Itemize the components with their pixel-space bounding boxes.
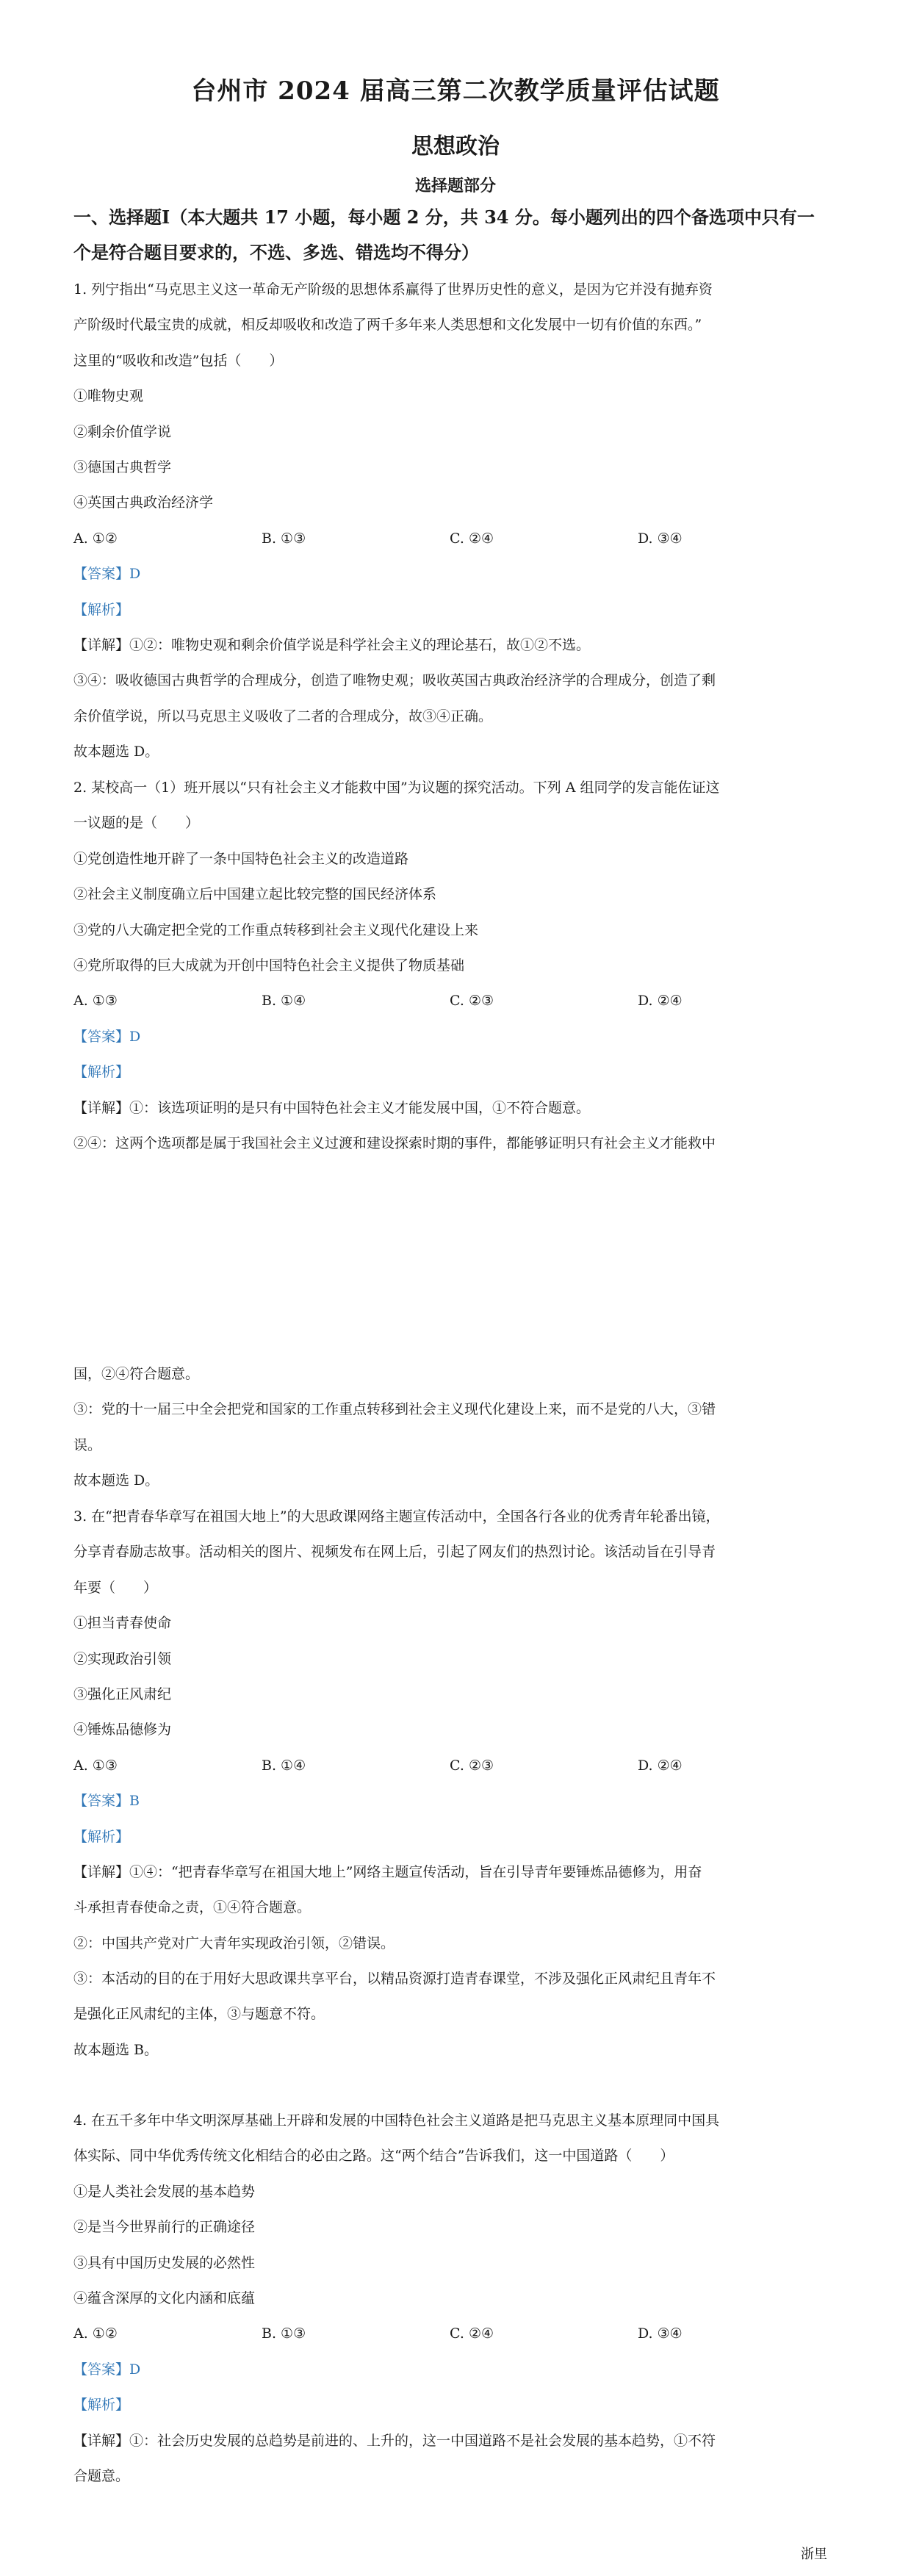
statement-item: ③具有中国历史发展的必然性: [73, 2254, 256, 2271]
analysis-label: 【解析】: [73, 601, 130, 618]
question-2: [73, 770, 838, 1161]
statement-item: ④英国古典政治经济学: [73, 494, 214, 511]
answer-options: [73, 2316, 838, 2351]
section-heading-line: 一、选择题Ⅰ（本大题共 17 小题，每小题 2 分，共 34 分。每小题列出的四个备选项中只有一: [73, 206, 815, 228]
answer-label: 【答案】D: [73, 2361, 141, 2378]
part-title: 选择题部分: [414, 176, 496, 195]
question-stem: 产阶级时代最宝贵的成就，相反却吸收和改造了两千多年来人类思想和文化发展中一切有价值的东西。”: [73, 317, 702, 334]
option-c: C. ②④: [450, 2325, 494, 2342]
option-a: A. ①③: [73, 1757, 118, 1774]
option-d: D. ③④: [638, 530, 683, 547]
question-stem: 4. 在五千多年中华文明深厚基础上开辟和发展的中国特色社会主义道路是把马克思主义基本原理同中国具: [73, 2112, 720, 2129]
option-a: A. ①②: [73, 530, 118, 547]
statement-item: ①唯物史观: [73, 388, 144, 405]
statement-item: ②实现政治引领: [73, 1650, 172, 1667]
answer-label: 【答案】B: [73, 1793, 140, 1810]
explanation-line: 故本题选 B。: [73, 2041, 159, 2058]
explanation-line: 【详解】①②：唯物史观和剩余价值学说是科学社会主义的理论基石，故①②不选。: [73, 636, 591, 653]
option-b: B. ①③: [262, 2325, 306, 2342]
question-stem: 一议题的是（ ）: [73, 815, 200, 832]
option-d: D. ②④: [638, 1757, 683, 1774]
statement-item: ①担当青春使命: [73, 1615, 172, 1632]
question-stem: 3. 在“把青春华章写在祖国大地上”的大思政课网络主题宣传活动中，全国各行各业的优秀青年轮番出镜，: [73, 1508, 720, 1525]
statement-item: ③强化正风肃纪: [73, 1685, 172, 1702]
question-stem: 1. 列宁指出“马克思主义这一革命无产阶级的思想体系赢得了世界历史性的意义，是因为它并没有抛弃资: [73, 281, 713, 298]
option-d: D. ③④: [638, 2325, 683, 2342]
statement-item: ②是当今世界前行的正确途径: [73, 2219, 256, 2236]
answer-options: [73, 521, 838, 556]
option-c: C. ②③: [450, 1757, 494, 1774]
analysis-label: 【解析】: [73, 1064, 130, 1081]
option-c: C. ②④: [450, 530, 494, 547]
explanation-line: 【详解】①：社会历史发展的总趋势是前进的、上升的，这一中国道路不是社会发展的基本趋势，①不符: [73, 2432, 716, 2449]
statement-item: ①是人类社会发展的基本趋势: [73, 2183, 256, 2200]
option-b: B. ①④: [262, 993, 306, 1010]
section-heading-line: 个是符合题目要求的，不选、多选、错选均不得分）: [73, 242, 479, 264]
statement-item: ④党所取得的巨大成就为开创中国特色社会主义提供了物质基础: [73, 957, 465, 974]
question-4: [73, 2103, 838, 2494]
answer-options: [73, 1748, 838, 1783]
question-stem: 这里的“吸收和改造”包括（ ）: [73, 352, 284, 369]
option-b: B. ①④: [262, 1757, 306, 1774]
question-2-continued: [73, 1356, 838, 1499]
explanation-line: 【详解】①：该选项证明的是只有中国特色社会主义才能发展中国，①不符合题意。: [73, 1099, 591, 1116]
question-stem: 分享青春励志故事。活动相关的图片、视频发布在网上后，引起了网友们的热烈讨论。该活动旨在引导青: [73, 1544, 716, 1561]
statement-item: ③德国古典哲学: [73, 458, 172, 475]
option-a: A. ①②: [73, 2325, 118, 2342]
explanation-line: 【详解】①④：“把青春华章写在祖国大地上”网络主题宣传活动，旨在引导青年要锤炼品德修为，用奋: [73, 1863, 702, 1880]
statement-item: ④蕴含深厚的文化内涵和底蕴: [73, 2289, 256, 2306]
analysis-label: 【解析】: [73, 1828, 130, 1845]
question-stem: 2. 某校高一（1）班开展以“只有社会主义才能救中国”为议题的探究活动。下列 A 组同学的发言能佐证这: [73, 780, 720, 796]
explanation-line: ②④：这两个选项都是属于我国社会主义过渡和建设探索时期的事件，都能够证明只有社会主义才能救中: [73, 1134, 716, 1151]
explanation-line: 合题意。: [73, 2467, 130, 2484]
answer-options: [73, 983, 838, 1018]
question-3: [73, 1499, 838, 2068]
question-1: [73, 272, 838, 769]
option-a: A. ①③: [73, 993, 118, 1010]
question-stem: 年要（ ）: [73, 1579, 158, 1596]
statement-item: ②剩余价值学说: [73, 423, 172, 440]
explanation-line: 斗承担青春使命之责，①④符合题意。: [73, 1899, 312, 1916]
explanation-line: 是强化正风肃纪的主体，③与题意不符。: [73, 2006, 325, 2023]
option-d: D. ②④: [638, 993, 683, 1010]
section-heading: [73, 200, 838, 271]
answer-label: 【答案】D: [73, 1028, 141, 1045]
explanation-line: ③④：吸收德国古典哲学的合理成分，创造了唯物史观；吸收英国古典政治经济学的合理成分，创造了剩: [73, 672, 716, 689]
explanation-line: 误。: [73, 1436, 102, 1453]
statement-item: ①党创造性地开辟了一条中国特色社会主义的改造道路: [73, 850, 409, 867]
option-c: C. ②③: [450, 993, 494, 1010]
statement-item: ③党的八大确定把全党的工作重点转移到社会主义现代化建设上来: [73, 921, 479, 938]
explanation-line: 余价值学说，所以马克思主义吸收了二者的合理成分，故③④正确。: [73, 708, 493, 724]
exam-title: 台州市 2024 届高三第二次教学质量评估试题: [191, 76, 720, 106]
explanation-line: ③：党的十一届三中全会把党和国家的工作重点转移到社会主义现代化建设上来，而不是党的八大，③错: [73, 1401, 716, 1418]
explanation-line: 故本题选 D。: [73, 744, 159, 760]
subject-title: 思想政治: [411, 134, 500, 159]
analysis-label: 【解析】: [73, 2397, 130, 2414]
explanation-line: 国，②④符合题意。: [73, 1366, 200, 1382]
question-stem: 体实际、同中华优秀传统文化相结合的必由之路。这“两个结合”告诉我们，这一中国道路（ ）: [73, 2148, 674, 2165]
explanation-line: 故本题选 D。: [73, 1472, 159, 1489]
explanation-line: ③：本活动的目的在于用好大思政课共享平台，以精品资源打造青春课堂，不涉及强化正风肃纪且青年不: [73, 1971, 716, 1987]
explanation-line: ②：中国共产党对广大青年实现政治引领，②错误。: [73, 1935, 395, 1951]
statement-item: ④锤炼品德修为: [73, 1721, 172, 1738]
answer-label: 【答案】D: [73, 566, 141, 583]
option-b: B. ①③: [262, 530, 306, 547]
statement-item: ②社会主义制度确立后中国建立起比较完整的国民经济体系: [73, 886, 437, 903]
footer-watermark: 浙里: [801, 2547, 827, 2562]
